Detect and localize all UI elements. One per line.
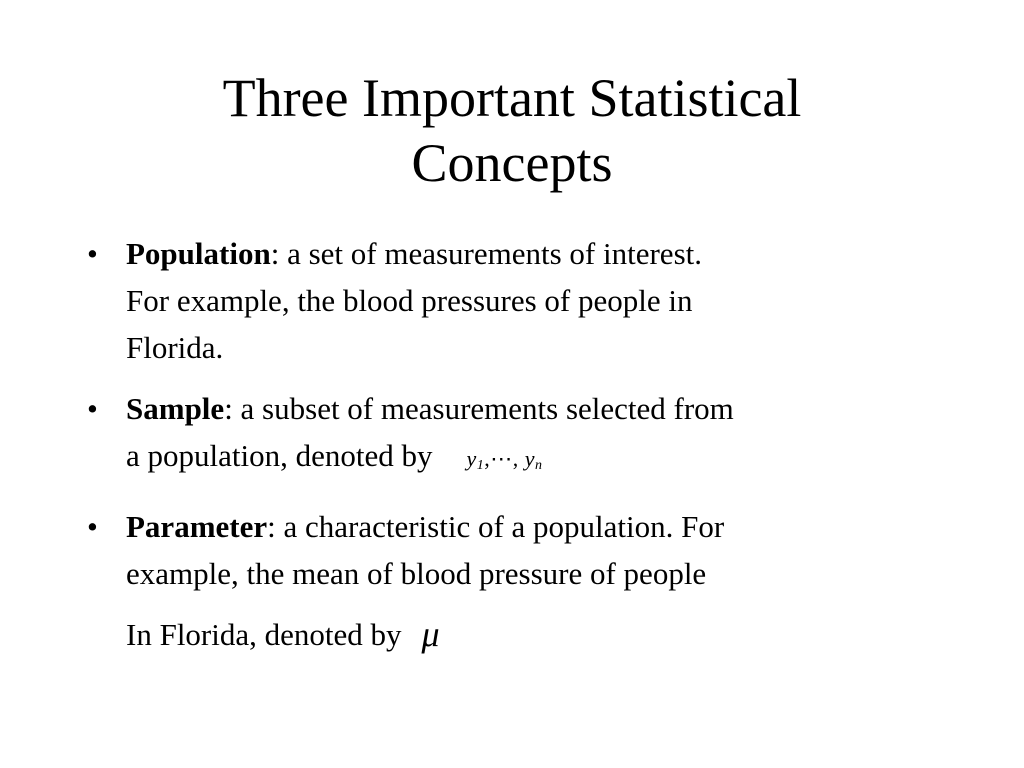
slide-title-line-1: Three Important Statistical [222,68,802,128]
term-population: Population [126,236,271,271]
bullet-parameter-line-1 [126,503,987,550]
population-definition: : a set of measurements of interest. [270,236,702,271]
bullet-dot: • [87,509,98,544]
sample-denoted-text: a population, denoted by [126,438,433,473]
sample-notation [467,446,543,471]
math-dots: ⋯ [490,446,513,471]
term-parameter: Parameter [126,509,268,544]
bullet-sample-line-1 [126,385,987,432]
sample-definition: : a subset of measurements selected from [224,391,734,426]
math-var-last: y [524,446,536,471]
math-comma-1: , [484,446,491,471]
bullet-dot: • [87,236,98,271]
mu-symbol: μ [421,614,440,654]
bullet-dot: • [87,391,98,426]
parameter-definition: : a characteristic of a population. For [267,509,725,544]
math-var-first: y [466,446,477,471]
bullet-population-line-3: Florida. [126,330,224,365]
bullet-sample [87,385,987,489]
bullet-parameter-line-2: example, the mean of blood pressure of people [126,556,707,591]
bullet-list [87,230,987,658]
math-comma-2: , [512,446,519,471]
bullet-population-line-1 [126,230,987,277]
bullet-population [87,230,987,371]
bullet-population-line-2: For example, the blood pressures of people in [126,283,693,318]
term-sample: Sample [126,391,225,426]
bullet-parameter [87,503,987,597]
parameter-continuation-text: In Florida, denoted by [126,617,402,652]
parameter-continuation [87,611,987,658]
math-sub-last: n [535,458,543,473]
math-sub-first: 1 [476,458,485,473]
slide-title-line-2: Concepts [411,133,613,193]
slide-title [0,66,1024,196]
bullet-sample-line-2 [126,432,987,489]
